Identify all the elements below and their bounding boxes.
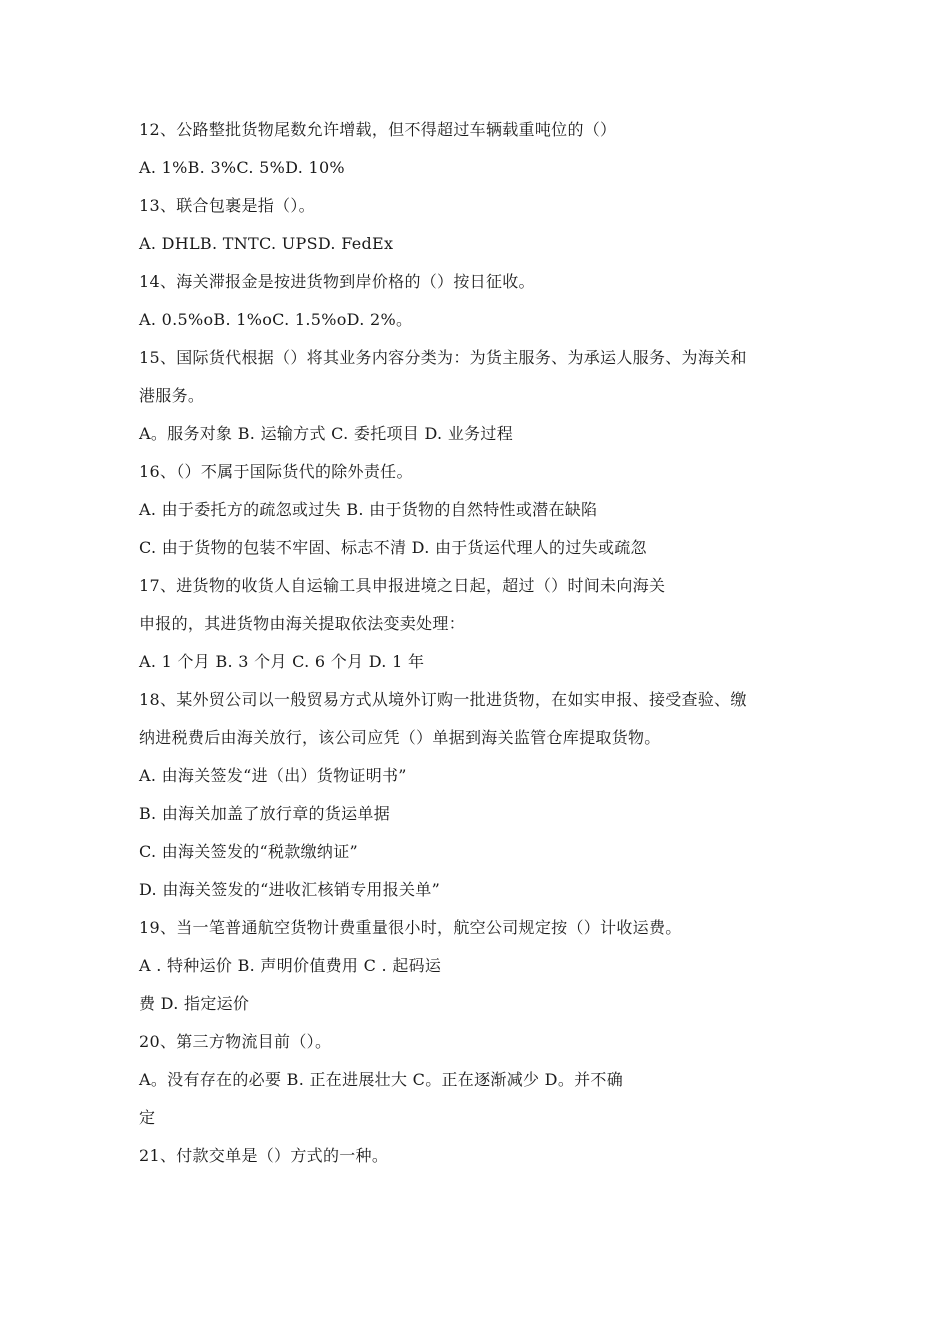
question-17-continued: 申报的，其进货物由海关提取依法变卖处理： <box>139 614 466 633</box>
question-14: 14、海关滞报金是按进货物到岸价格的（）按日征收。 <box>139 272 535 291</box>
question-20: 20、第三方物流目前（）。 <box>139 1032 332 1051</box>
question-16-options-cd: C. 由于货物的包装不牢固、标志不清 D. 由于货运代理人的过失或疏忽 <box>139 538 647 557</box>
question-20-options: A。没有存在的必要 B. 正在进展壮大 C。正在逐渐减少 D。并不确 <box>139 1070 624 1089</box>
question-19-options-continued: 费 D. 指定运价 <box>139 994 250 1013</box>
question-20-options-continued: 定 <box>139 1108 156 1127</box>
question-18: 18、某外贸公司以一般贸易方式从境外订购一批进货物，在如实申报、接受查验、缴 <box>139 690 747 709</box>
question-13-options: A. DHLB. TNTC. UPSD. FedEx <box>139 234 394 253</box>
question-17: 17、进货物的收货人自运输工具申报进境之日起，超过（）时间未向海关 <box>139 576 666 595</box>
question-21: 21、付款交单是（）方式的一种。 <box>139 1146 389 1165</box>
question-12-options: A. 1%B. 3%C. 5%D. 10% <box>139 158 345 177</box>
question-18-continued: 纳进税费后由海关放行，该公司应凭（）单据到海关监管仓库提取货物。 <box>139 728 661 747</box>
question-18-option-b: B. 由海关加盖了放行章的货运单据 <box>139 804 391 823</box>
question-18-option-d: D. 由海关签发的“进收汇核销专用报关单” <box>139 880 441 899</box>
question-18-option-a: A. 由海关签发“进（出）货物证明书” <box>139 766 407 785</box>
question-13: 13、联合包裹是指（）。 <box>139 196 315 215</box>
question-15-options: A。服务对象 B. 运输方式 C. 委托项目 D. 业务过程 <box>139 424 514 443</box>
question-16: 16、（）不属于国际货代的除外责任。 <box>139 462 413 481</box>
question-12: 12、公路整批货物尾数允许增载，但不得超过车辆载重吨位的（） <box>139 120 617 139</box>
question-14-options: A. 0.5%oB. 1%oC. 1.5%oD. 2%。 <box>139 310 413 329</box>
question-19: 19、当一笔普通航空货物计费重量很小时，航空公司规定按（）计收运费。 <box>139 918 682 937</box>
question-19-options: A . 特种运价 B. 声明价值费用 C . 起码运 <box>139 956 442 975</box>
question-18-option-c: C. 由海关签发的“税款缴纳证” <box>139 842 359 861</box>
question-15-continued: 港服务。 <box>139 386 205 405</box>
question-17-options: A. 1 个月 B. 3 个月 C. 6 个月 D. 1 年 <box>139 652 425 671</box>
question-15: 15、国际货代根据（）将其业务内容分类为：为货主服务、为承运人服务、为海关和 <box>139 348 747 367</box>
question-16-options-ab: A. 由于委托方的疏忽或过失 B. 由于货物的自然特性或潜在缺陷 <box>139 500 598 519</box>
